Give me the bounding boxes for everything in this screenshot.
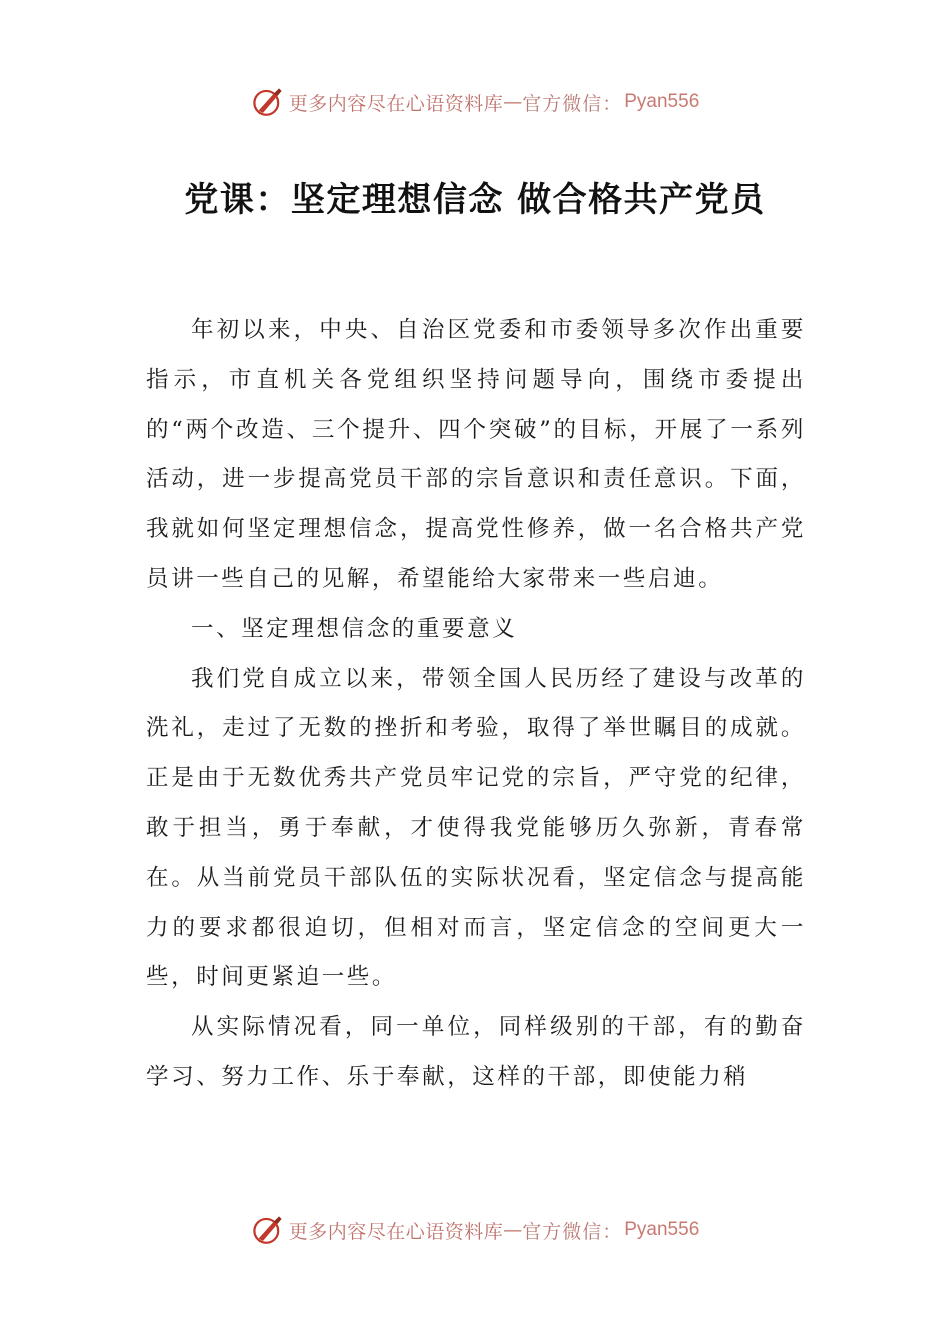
watermark-separator: — <box>503 91 523 113</box>
document-body <box>146 306 806 1103</box>
watermark-handle: Pyan556 <box>624 1219 700 1240</box>
watermark-main-text: 更多内容尽在心语资料库 <box>288 1220 504 1243</box>
section-heading-1: 一、坚定理想信念的重要意义 <box>191 615 518 642</box>
header-watermark <box>0 82 950 122</box>
watermark-label: 官方微信： <box>522 92 623 115</box>
watermark-label: 官方微信： <box>522 1220 623 1243</box>
watermark-handle: Pyan556 <box>624 91 700 112</box>
paragraph-intro: 年初以来，中央、自治区党委和市委领导多次作出重要指示，市直机关各党组织坚持问题导向，围绕市委提出的“两个改造、三个提升、四个突破”的目标，开展了一系列活动，进一步提高党员干部的宗旨意识和责任意识。下面，我就如何坚定理想信念，提高党性修养，做一名合格共产党员讲一些自己的见解，希望能给大家带来一些启迪。 <box>146 317 806 592</box>
footer-watermark <box>0 1210 950 1250</box>
watermark-main-text: 更多内容尽在心语资料库 <box>288 92 504 115</box>
watermark-separator: — <box>503 1219 523 1241</box>
paragraph-significance: 我们党自成立以来，带领全国人民历经了建设与改革的洗礼，走过了无数的挫折和考验，取得了举世瞩目的成就。正是由于无数优秀共产党员牢记党的宗旨，严守党的纪律，敢于担当，勇于奉献，才使得我党能够历久弥新，青春常在。从当前党员干部队伍的实际状况看，坚定信念与提高能力的要求都很迫切，但相对而言，坚定信念的空间更大一些，时间更紧迫一些。 <box>146 665 806 991</box>
pen-logo-icon <box>251 1213 285 1247</box>
pen-logo-icon <box>251 85 285 119</box>
paragraph-practice: 从实际情况看，同一单位，同样级别的干部，有的勤奋学习、努力工作、乐于奉献，这样的干部，即使能力稍 <box>146 1014 806 1090</box>
document-title: 党课：坚定理想信念 做合格共产党员 <box>184 180 766 220</box>
